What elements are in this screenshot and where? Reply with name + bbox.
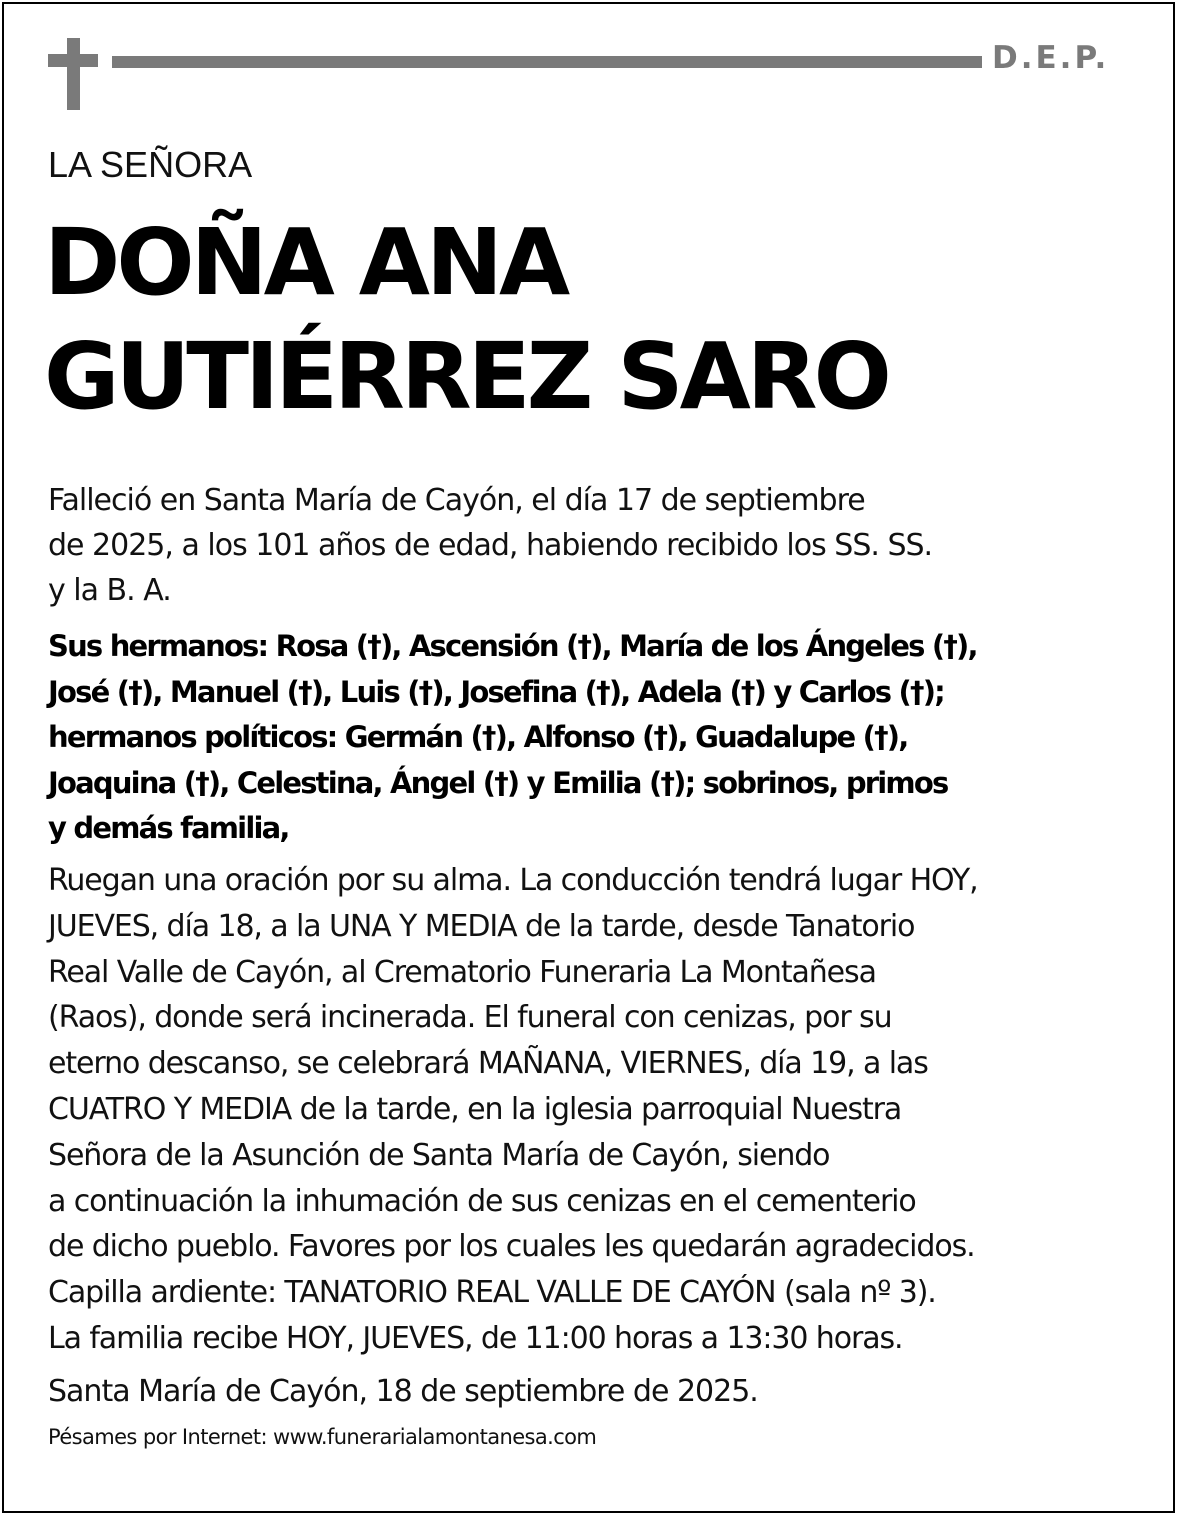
body-line: Señora de la Asunción de Santa María de Cayón, siendo [48,1137,830,1173]
body-line: Capilla ardiente: TANATORIO REAL VALLE DE CAYÓN (sala nº 3). [48,1275,936,1311]
name-line-2: GUTIÉRREZ SARO [44,323,888,430]
deceased-name [44,206,888,434]
family-line: Joaquina (†), Celestina, Ángel (†) y Emilia (†); sobrinos, primos [48,765,948,800]
body-line: Ruegan una oración por su alma. La conducción tendrá lugar HOY, [48,863,978,898]
family-line: José (†), Manuel (†), Luis (†), Josefina (†), Adela (†) y Carlos (†); [48,674,944,709]
family-line: Sus hermanos: Rosa (†), Ascensión (†), María de los Ángeles (†), [48,629,977,663]
body-line: a continuación la inhumación de sus cenizas en el cementerio [48,1183,916,1219]
name-line-1: DOÑA ANA [44,209,567,316]
place-date: Santa María de Cayón, 18 de septiembre de 2025. [48,1374,758,1409]
family-line: hermanos políticos: Germán (†), Alfonso (†), Guadalupe (†), [48,720,908,754]
body-line: CUATRO Y MEDIA de la tarde, en la iglesia parroquial Nuestra [48,1091,902,1127]
dep-label: D.E.P. [992,40,1110,76]
family-line: y demás familia, [48,811,289,845]
death-line: de 2025, a los 101 años de edad, habiendo recibido los SS. SS. [48,528,933,563]
family-list [48,624,1158,852]
body-line: La familia recibe HOY, JUEVES, de 11:00 horas a 13:30 horas. [48,1320,903,1356]
death-line: y la B. A. [48,573,171,608]
death-notice [48,478,1148,613]
cross-icon [48,38,98,110]
header-rule [112,56,982,68]
body-line: JUEVES, día 18, a la UNA Y MEDIA de la tarde, desde Tanatorio [48,908,915,944]
intro-label: LA SEÑORA [48,144,253,185]
body-line: (Raos), donde será incinerada. El funeral con cenizas, por su [48,1000,892,1036]
death-line: Falleció en Santa María de Cayón, el día 17 de septiembre [48,483,865,518]
service-details [48,858,1158,1362]
condolences-website: Pésames por Internet: www.funerarialamontanesa.com [48,1425,597,1449]
body-line: de dicho pueblo. Favores por los cuales les quedarán agradecidos. [48,1229,975,1265]
body-line: Real Valle de Cayón, al Crematorio Funeraria La Montañesa [48,954,876,990]
body-line: eterno descanso, se celebrará MAÑANA, VIERNES, día 19, a las [48,1046,928,1082]
